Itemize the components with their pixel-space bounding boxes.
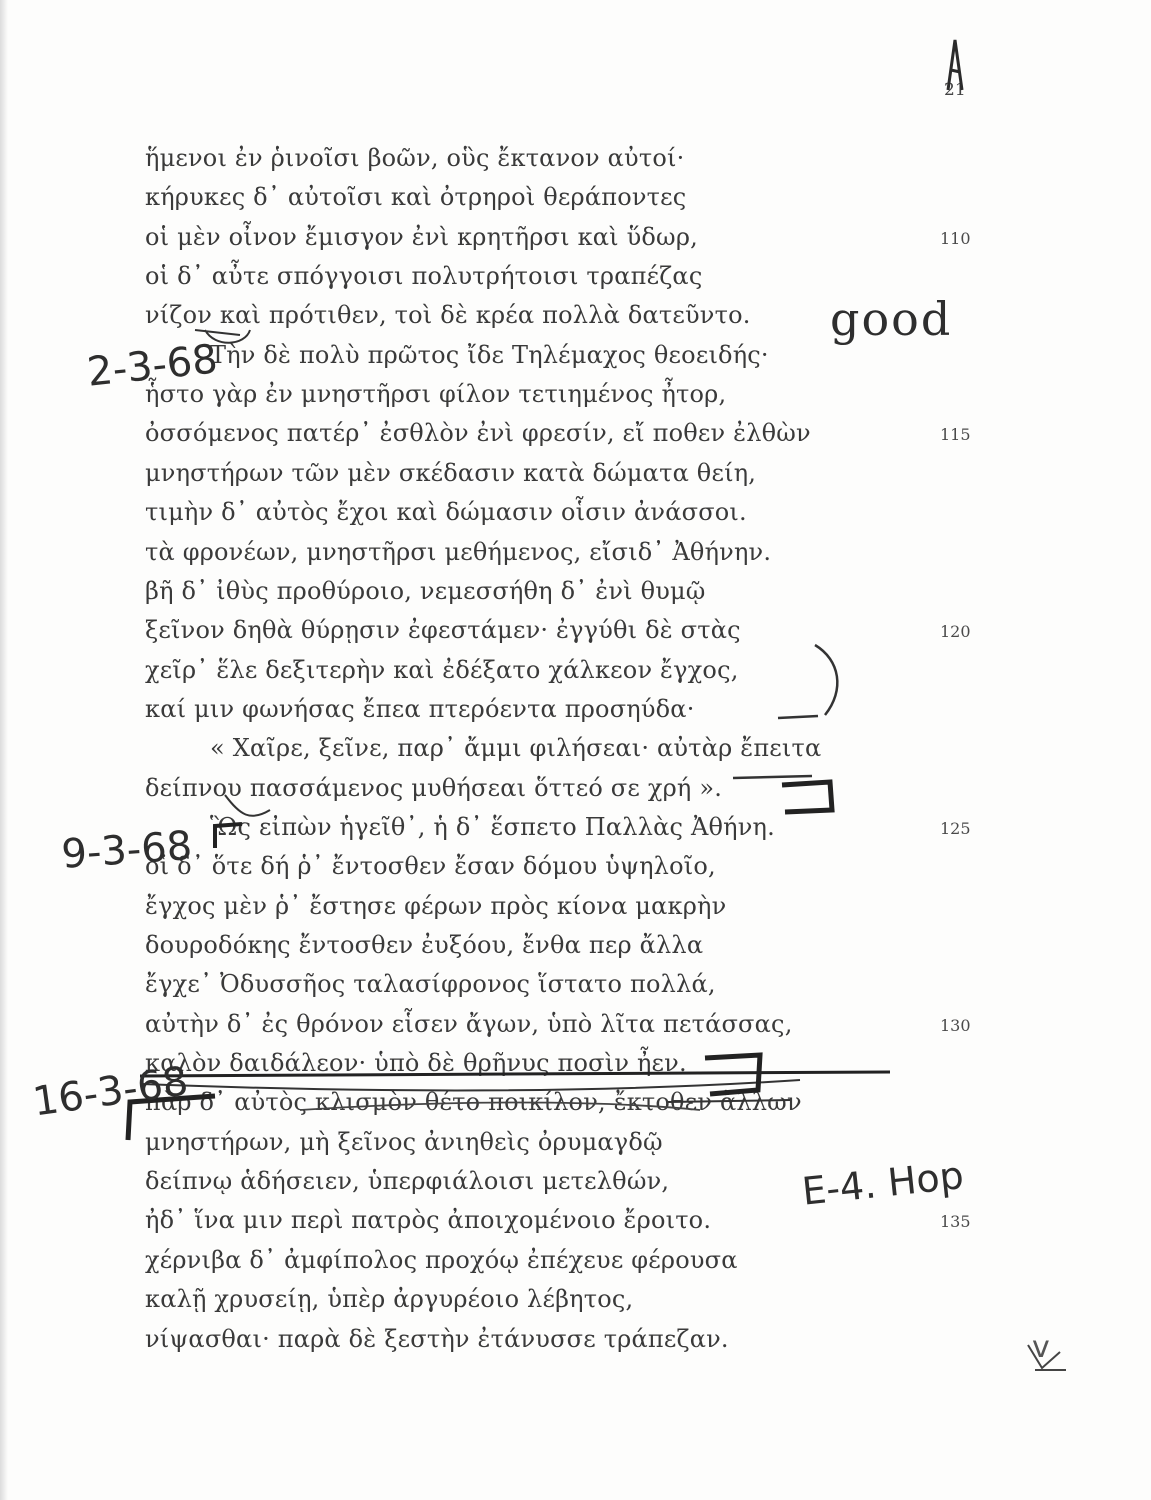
verse-line [0,964,1151,1004]
verse-text: χεῖρ᾽ ἕλε δεξιτερὴν καὶ ἐδέξατο χάλκεον ἔγχος, [145,655,739,684]
verse-text: ἔγχε᾽ Ὀδυσσῆος ταλασίφρονος ἵστατο πολλά, [145,970,716,999]
verse-text: χέρνιβα δ᾽ ἀμφίπολος προχόῳ ἐπέχευε φέρουσα [145,1245,738,1274]
verse-text: ξεῖνον δηθὰ θύρῃσιν ἐφεστάμεν· ἐγγύθι δὲ στὰς [145,616,741,645]
verse-text: οἱ δ᾽ αὖτε σπόγγοισι πολυτρήτοισι τραπέζας [145,262,703,291]
line-number: 120 [940,622,971,642]
verse-text: ἥμενοι ἐν ῥινοῖσι βοῶν, οὓς ἔκτανον αὐτοί· [145,144,685,172]
annotation-date-1: 2-3-68 [85,336,220,396]
page-number: 21 [944,80,966,100]
verse-line [0,1200,1151,1240]
verse-line [0,138,1151,178]
annotation-date-2: 9-3-68 [60,822,194,878]
verse-line [0,1319,1151,1359]
verse-line [0,256,1151,296]
verse-text: νίζον καὶ πρότιθεν, τοὶ δὲ κρέα πολλὰ δατεῦντο. [145,301,751,330]
verse-line [0,886,1151,926]
line-number: 130 [940,1015,971,1035]
verse-text: οἱ μὲν οἶνον ἔμισγον ἐνὶ κρητῆρσι καὶ ὕδωρ, [145,222,698,251]
verse-text: πὰρ δ᾽ αὐτὸς κλισμὸν θέτο ποικίλον, ἔκτοθεν ἄλλων [145,1088,802,1117]
verse-text: καλῇ χρυσείῃ, ὑπὲρ ἀργυρέοιο λέβητος, [145,1285,634,1314]
verse-line [0,217,1151,257]
verse-text: καί μιν φωνήσας ἔπεα πτερόεντα προσηύδα· [145,694,695,723]
verse-text: Τὴν δὲ πολὺ πρῶτος ἴδε Τηλέμαχος θεοειδής· [210,340,769,369]
verse-line [0,768,1151,808]
verse-line [0,1279,1151,1319]
annotation-date-3: 16-3-68 [30,1058,192,1126]
verse-text: τιμὴν δ᾽ αὐτὸς ἔχοι καὶ δώμασιν οἷσιν ἀνάσσοι. [145,498,747,527]
verse-line [0,177,1151,217]
verse-line [0,610,1151,650]
verse-line [0,492,1151,532]
verse-text: δείπνῳ ἁδήσειεν, ὑπερφιάλοισι μετελθών, [145,1167,670,1196]
verse-text: μνηστήρων τῶν μὲν σκέδασιν κατὰ δώματα θείη, [145,458,757,487]
verse-text: ἠδ᾽ ἵνα μιν περὶ πατρὸς ἀποιχομένοιο ἔροιτο. [145,1206,712,1235]
verse-line [0,1004,1151,1044]
verse-text: κήρυκες δ᾽ αὐτοῖσι καὶ ὀτρηροὶ θεράποντες [145,183,687,212]
verse-text: βῆ δ᾽ ἰθὺς προθύροιο, νεμεσσήθη δ᾽ ἐνὶ θυμῷ [145,576,706,605]
verse-line [0,650,1151,690]
verse-text: « Χαῖρε, ξεῖνε, παρ᾽ ἄμμι φιλήσεαι· αὐτὰρ ἔπειτα [210,734,822,763]
line-number: 135 [940,1212,971,1232]
verse-line [0,1240,1151,1280]
annotation-check-mark: v [1032,1330,1050,1365]
verse-text: ἧστο γὰρ ἐν μνηστῆρσι φίλον τετιημένος ἦτορ, [145,380,727,409]
verse-line [0,1122,1151,1162]
line-number: 115 [940,425,971,445]
verse-text: καλὸν δαιδάλεον· ὑπὸ δὲ θρῆνυς ποσὶν ἦεν. [145,1049,687,1078]
line-number: 125 [940,818,971,838]
verse-line [0,453,1151,493]
verse-line [0,295,1151,335]
verse-line [0,925,1151,965]
annotation-margin-note: Ε-4. Hop [800,1153,966,1214]
verse-text: αὐτὴν δ᾽ ἐς θρόνον εἷσεν ἄγων, ὑπὸ λῖτα πετάσσας, [145,1009,793,1038]
verse-text: μνηστήρων, μὴ ξεῖνος ἀνιηθεὶς ὀρυμαγδῷ [145,1127,663,1156]
verse-line [0,689,1151,729]
verse-text: ἔγχος μὲν ῥ᾽ ἔστησε φέρων πρὸς κίονα μακρὴν [145,891,727,920]
verse-line [0,532,1151,572]
annotation-good: good [830,292,953,346]
verse-line [0,728,1151,768]
verse-line [0,571,1151,611]
verse-text: οἱ δ᾽ ὅτε δή ῥ᾽ ἔντοσθεν ἔσαν δόμου ὑψηλοῖο, [145,852,716,881]
verse-text: δουροδόκης ἔντοσθεν ἐυξόου, ἔνθα περ ἄλλα [145,931,704,959]
verse-text: ὀσσόμενος πατέρ᾽ ἐσθλὸν ἐνὶ φρεσίν, εἴ ποθεν ἐλθὼν [145,419,811,448]
verse-text: νίψασθαι· παρὰ δὲ ξεστὴν ἐτάνυσσε τράπεζαν. [145,1324,729,1353]
verse-line [0,413,1151,453]
verse-text: τὰ φρονέων, μνηστῆρσι μεθήμενος, εἴσιδ᾽ Ἀθήνην. [145,537,772,566]
line-number: 110 [940,228,971,248]
verse-text: Ὣς εἰπὼν ἡγεῖθ᾽, ἡ δ᾽ ἕσπετο Παλλὰς Ἀθήνη. [210,812,775,841]
verse-line [0,1161,1151,1201]
verse-text: δείπνου πασσάμενος μυθήσεαι ὅττεό σε χρή ». [145,773,723,802]
